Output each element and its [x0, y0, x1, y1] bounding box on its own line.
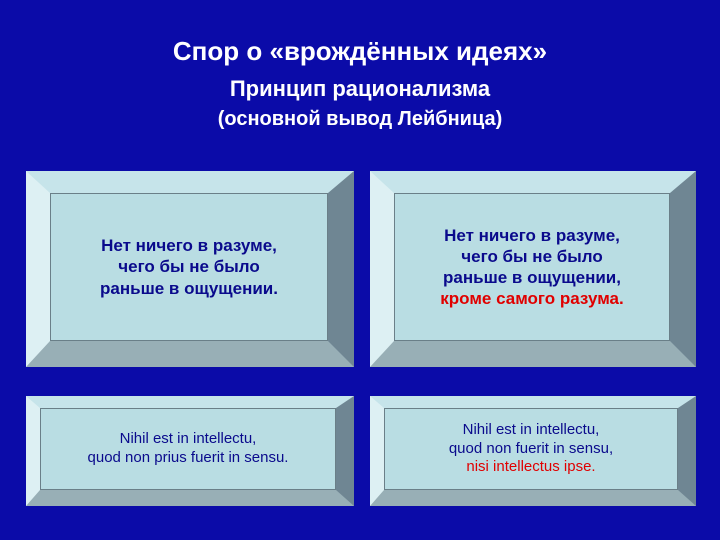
slide-title: Спор о «врождённых идеях» — [172, 36, 548, 66]
principle-box-latin — [26, 396, 354, 506]
box-line: Нет ничего в разуме, — [444, 225, 620, 245]
leibniz-box-latin — [370, 396, 696, 506]
slide-caption: (основной вывод Лейбница) — [217, 108, 503, 130]
box-text — [88, 430, 289, 468]
box-face — [394, 193, 670, 341]
box-highlight: кроме самого разума. — [440, 289, 624, 309]
box-line: Nihil est in intellectu, — [462, 420, 600, 438]
box-face — [384, 408, 678, 490]
box-line: чего бы не было — [118, 257, 260, 277]
box-line: раньше в ощущении, — [443, 268, 621, 287]
box-text — [449, 421, 613, 477]
box-text — [100, 235, 278, 299]
box-highlight: nisi intellectus ipse. — [466, 458, 596, 476]
box-line: раньше в ощущении. — [100, 278, 278, 298]
box-line: Нет ничего в разуме, — [101, 236, 277, 256]
box-line: quod non prius fuerit in sensu. — [87, 449, 289, 466]
box-line: Nihil est in intellectu, — [119, 430, 257, 448]
box-face — [40, 408, 336, 490]
box-line: чего бы не было — [461, 246, 603, 266]
box-face — [50, 193, 328, 341]
box-line: quod non fuerit in sensu, — [448, 439, 614, 457]
slide-subtitle: Принцип рационализма — [229, 76, 491, 101]
box-text — [440, 225, 623, 310]
leibniz-box-russian — [370, 171, 696, 367]
principle-box-russian — [26, 171, 354, 367]
